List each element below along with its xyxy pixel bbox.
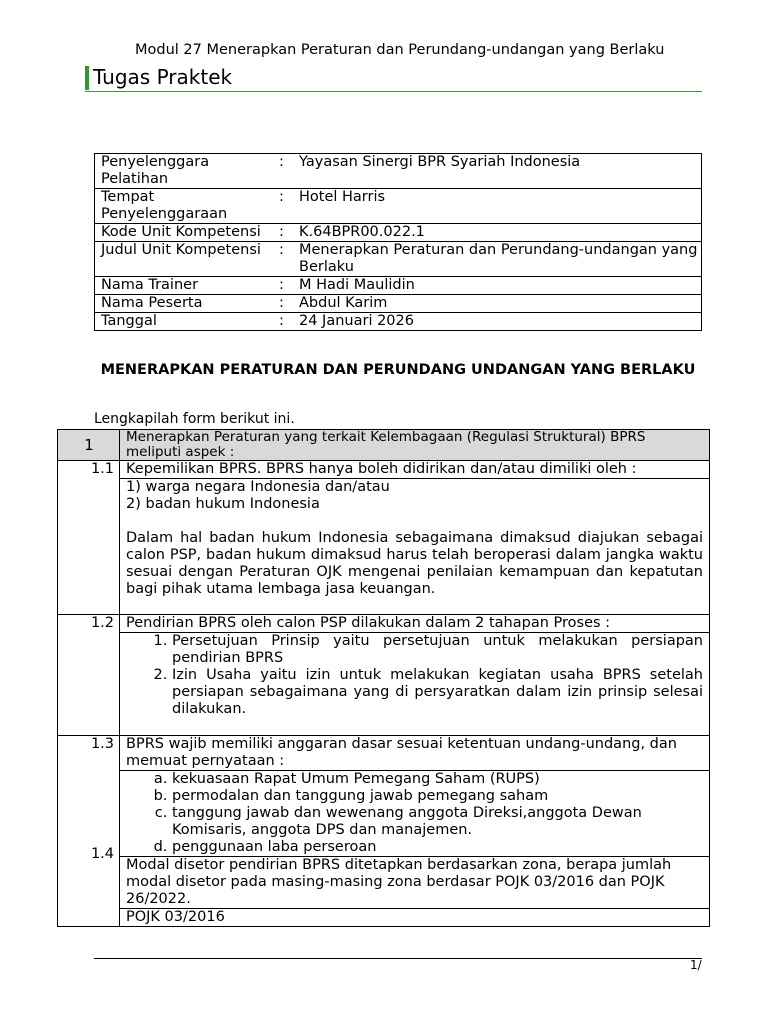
answer-line: 1) warga negara Indonesia dan/atau bbox=[126, 479, 390, 495]
assignment-form-table bbox=[57, 429, 710, 927]
answer-field-1-2[interactable] bbox=[120, 633, 710, 736]
list-item: b. permodalan dan tanggung jawab pemegang saham bbox=[172, 788, 703, 805]
question-text: Kepemilikan BPRS. BPRS hanya boleh didirikan dan/atau dimiliki oleh : bbox=[120, 461, 710, 479]
info-separator: : bbox=[279, 295, 293, 313]
section-description: Menerapkan Peraturan yang terkait Kelembagaan (Regulasi Struktural) BPRS meliputi aspek : bbox=[120, 430, 710, 461]
answer-line: 2) badan hukum Indonesia bbox=[126, 496, 320, 512]
info-label: Nama Trainer bbox=[95, 277, 280, 295]
item-number: 1.1 bbox=[58, 461, 120, 615]
answer-row-1-1 bbox=[58, 479, 710, 615]
question-row-1-4 bbox=[58, 857, 710, 909]
answer-list bbox=[126, 771, 703, 856]
info-value: Hotel Harris bbox=[293, 189, 702, 224]
info-row bbox=[95, 295, 702, 313]
info-row bbox=[95, 154, 702, 189]
info-label: Penyelenggara Pelatihan bbox=[95, 154, 280, 189]
list-item: d. penggunaan laba perseroan bbox=[172, 839, 703, 856]
item-number-pair bbox=[58, 736, 120, 927]
question-row-1-1 bbox=[58, 461, 710, 479]
page-number: 1/ bbox=[690, 958, 702, 972]
info-label: Tempat Penyelenggaraan bbox=[95, 189, 280, 224]
info-table bbox=[94, 153, 702, 331]
list-item: c. tanggung jawab dan wewenang anggota Direksi,anggota Dewan Komisaris, anggota DPS dan manajemen. bbox=[172, 805, 703, 839]
form-instruction: Lengkapilah form berikut ini. bbox=[94, 411, 295, 427]
info-value: M Hadi Maulidin bbox=[293, 277, 702, 295]
answer-field-1-4[interactable]: POJK 03/2016 bbox=[120, 909, 710, 927]
info-separator: : bbox=[279, 189, 293, 224]
question-text: Modal disetor pendirian BPRS ditetapkan berdasarkan zona, berapa jumlah modal disetor pada masing-masing zona berdasar POJK 03/2016 dan POJK 26/2022. bbox=[120, 857, 710, 909]
info-label: Nama Peserta bbox=[95, 295, 280, 313]
question-row-1-2 bbox=[58, 615, 710, 633]
list-item: 1. Persetujuan Prinsip yaitu persetujuan untuk melakukan persiapan pendirian BPRS bbox=[172, 633, 703, 667]
item-number: 1.4 bbox=[90, 846, 114, 862]
info-row bbox=[95, 313, 702, 331]
info-value: Abdul Karim bbox=[293, 295, 702, 313]
answer-paragraph: Dalam hal badan hukum Indonesia sebagaimana dimaksud diajukan sebagai calon PSP, badan hukum dimaksud harus telah beroperasi dalam jangka waktu sesuai dengan Peraturan OJK mengenai penilaian kemampuan dan kepatutan bagi pihak utama lembaga jasa keuangan. bbox=[126, 530, 703, 597]
section-number: 1 bbox=[58, 430, 120, 461]
module-title: Modul 27 Menerapkan Peraturan dan Perundang-undangan yang Berlaku bbox=[135, 42, 665, 58]
document-heading: MENERAPKAN PERATURAN DAN PERUNDANG UNDANGAN YANG BERLAKU bbox=[100, 362, 696, 378]
section-accent-bar bbox=[85, 66, 89, 90]
section-title: Tugas Praktek bbox=[93, 65, 233, 89]
info-separator: : bbox=[279, 277, 293, 295]
item-number: 1.2 bbox=[58, 615, 120, 736]
answer-row-1-2 bbox=[58, 633, 710, 736]
info-separator: : bbox=[279, 224, 293, 242]
answer-field-1-3[interactable] bbox=[120, 771, 710, 857]
info-separator: : bbox=[279, 154, 293, 189]
info-label: Kode Unit Kompetensi bbox=[95, 224, 280, 242]
question-text: Pendirian BPRS oleh calon PSP dilakukan dalam 2 tahapan Proses : bbox=[120, 615, 710, 633]
info-row bbox=[95, 189, 702, 224]
info-row bbox=[95, 224, 702, 242]
answer-field-1-1[interactable] bbox=[120, 479, 710, 615]
info-separator: : bbox=[279, 313, 293, 331]
question-row-1-3 bbox=[58, 736, 710, 771]
section-title-bar bbox=[85, 66, 702, 92]
footer-divider bbox=[94, 958, 702, 959]
item-number: 1.3 bbox=[90, 736, 114, 752]
question-text: BPRS wajib memiliki anggaran dasar sesuai ketentuan undang-undang, dan memuat pernyataan : bbox=[120, 736, 710, 771]
answer-list bbox=[126, 633, 703, 718]
info-row bbox=[95, 242, 702, 277]
list-item: a. kekuasaan Rapat Umum Pemegang Saham (RUPS) bbox=[172, 771, 703, 788]
answer-row-1-4 bbox=[58, 909, 710, 927]
info-row bbox=[95, 277, 702, 295]
section-header-row bbox=[58, 430, 710, 461]
info-value: Menerapkan Peraturan dan Perundang-undangan yang Berlaku bbox=[293, 242, 702, 277]
info-label: Tanggal bbox=[95, 313, 280, 331]
info-value: K.64BPR00.022.1 bbox=[293, 224, 702, 242]
info-value: Yayasan Sinergi BPR Syariah Indonesia bbox=[293, 154, 702, 189]
info-label: Judul Unit Kompetensi bbox=[95, 242, 280, 277]
list-item: 2. Izin Usaha yaitu izin untuk melakukan kegiatan usaha BPRS setelah persiapan sebagaimana yang di persyaratkan dalam izin prinsip selesai dilakukan. bbox=[172, 667, 703, 718]
answer-row-1-3 bbox=[58, 771, 710, 857]
info-value: 24 Januari 2026 bbox=[293, 313, 702, 331]
info-separator: : bbox=[279, 242, 293, 277]
